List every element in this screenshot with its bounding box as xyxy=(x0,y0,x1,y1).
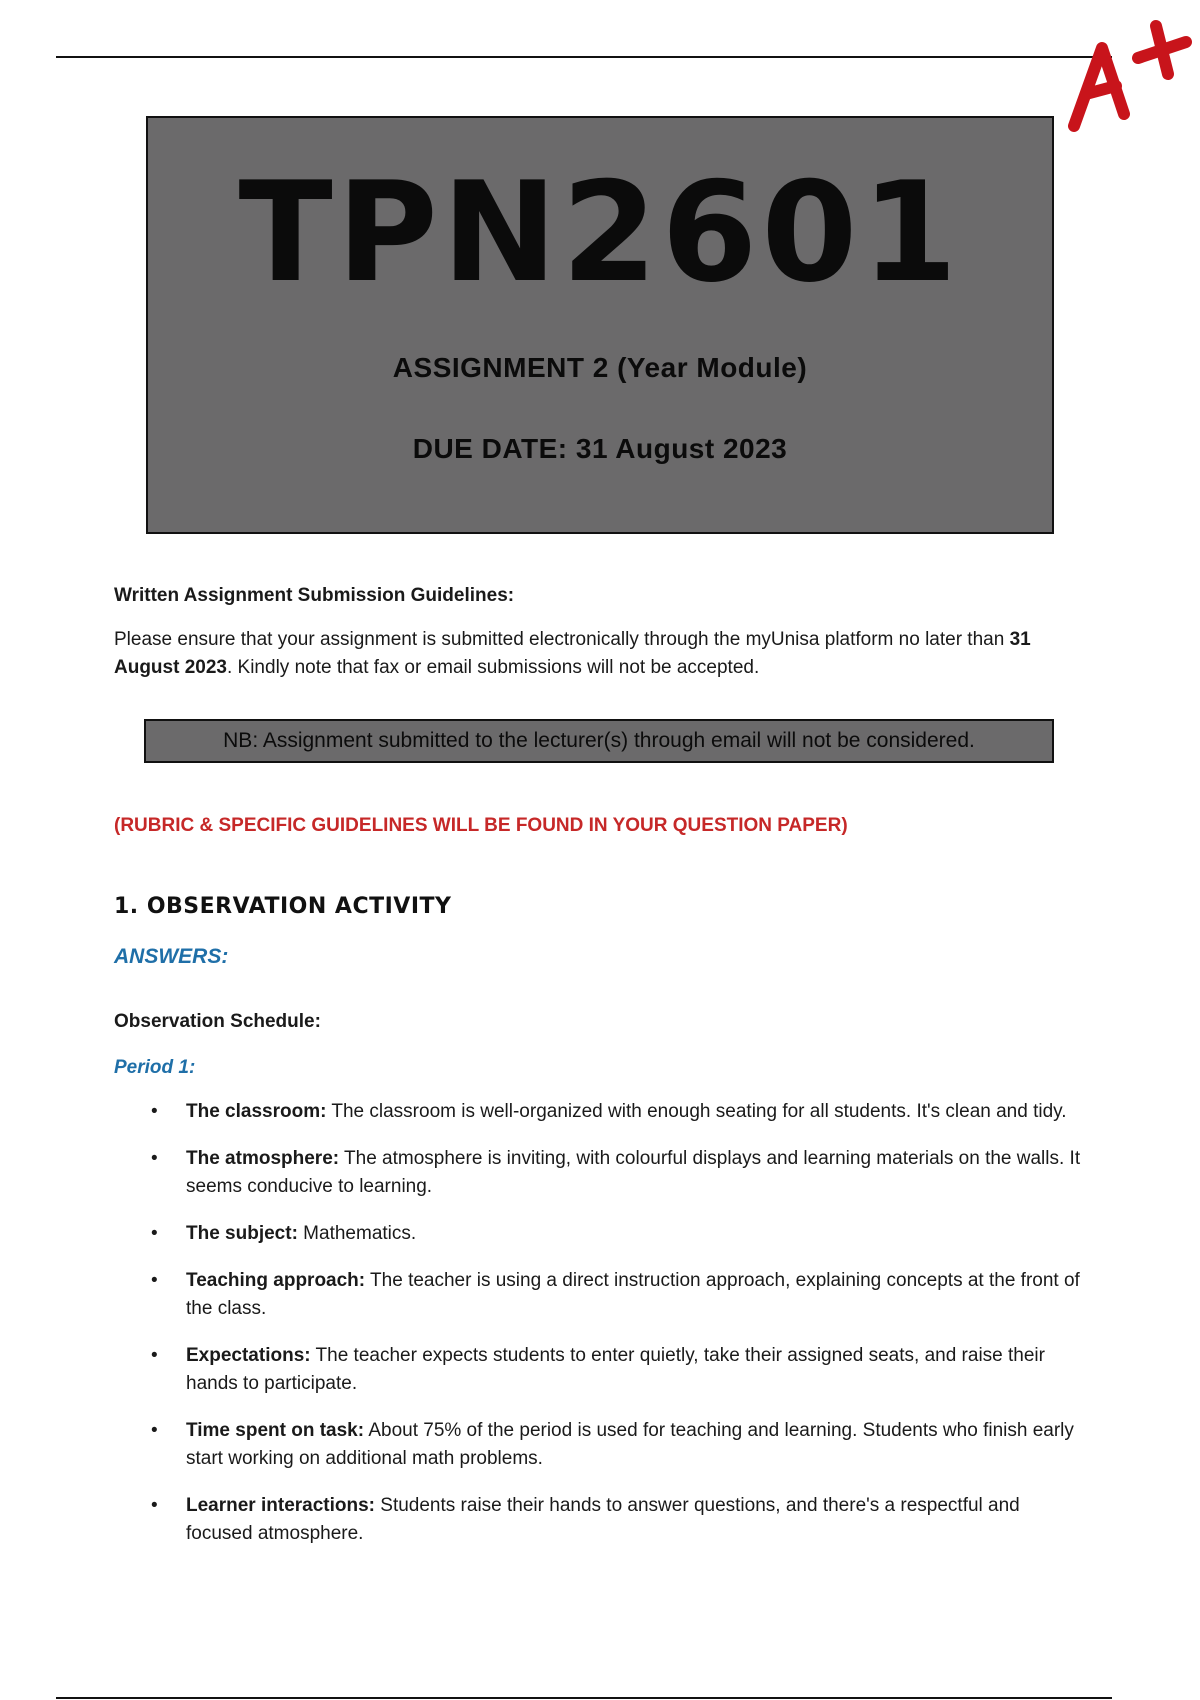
list-item xyxy=(148,1220,1088,1248)
grade-stamp xyxy=(1066,30,1196,140)
item-term: Learner interactions: xyxy=(186,1495,375,1516)
schedule-heading: Observation Schedule: xyxy=(114,1011,321,1032)
item-text: Mathematics. xyxy=(297,1223,417,1244)
cover-title-box xyxy=(146,116,1054,534)
item-term: Time spent on task: xyxy=(186,1420,365,1441)
bullet-icon: • xyxy=(151,1223,158,1244)
assignment-subtitle: ASSIGNMENT 2 (Year Module) xyxy=(392,352,808,383)
item-text: The teacher expects students to enter quietly, take their assigned seats, and raise their hands to participate. xyxy=(186,1345,1045,1394)
item-term: The atmosphere: xyxy=(186,1148,340,1169)
module-code: TPN2601 xyxy=(238,152,962,313)
guidelines-paragraph xyxy=(114,626,1084,682)
period-label: Period 1: xyxy=(114,1057,196,1078)
item-term: Teaching approach: xyxy=(186,1270,366,1291)
list-item xyxy=(148,1417,1088,1473)
list-item xyxy=(148,1098,1088,1126)
item-text: The atmosphere is inviting, with colourful displays and learning materials on the walls. It seems conducive to learning. xyxy=(186,1148,1081,1197)
nb-notice: NB: Assignment submitted to the lecturer(s) through email will not be considered. xyxy=(144,719,1054,763)
list-item xyxy=(148,1267,1088,1323)
answers-label: ANSWERS: xyxy=(114,945,229,968)
guidelines-heading: Written Assignment Submission Guidelines: xyxy=(114,585,515,606)
item-term: The subject: xyxy=(186,1223,298,1244)
observation-list xyxy=(148,1098,1088,1567)
section-heading: 1. OBSERVATION ACTIVITY xyxy=(114,894,452,919)
rubric-note: (RUBRIC & SPECIFIC GUIDELINES WILL BE FOUND IN YOUR QUESTION PAPER) xyxy=(114,815,848,836)
bullet-icon: • xyxy=(151,1495,158,1516)
list-item xyxy=(148,1342,1088,1398)
item-term: Expectations: xyxy=(186,1345,311,1366)
bullet-icon: • xyxy=(151,1101,158,1122)
bullet-icon: • xyxy=(151,1148,158,1169)
grade-stamp-icon xyxy=(1066,30,1196,140)
bullet-icon: • xyxy=(151,1420,158,1441)
guidelines-text-start: Please ensure that your assignment is submitted electronically through the myUnisa platform no later than xyxy=(114,629,1010,650)
item-text: About 75% of the period is used for teaching and learning. Students who finish early start working on additional math problems. xyxy=(186,1420,1074,1469)
guidelines-deadline: 31 August 2023 xyxy=(114,629,1031,678)
bullet-icon: • xyxy=(151,1270,158,1291)
item-text: Students raise their hands to answer questions, and there's a respectful and focused atmosphere. xyxy=(186,1495,1020,1544)
due-date: DUE DATE: 31 August 2023 xyxy=(412,433,788,464)
bullet-icon: • xyxy=(151,1345,158,1366)
list-item xyxy=(148,1492,1088,1548)
top-rule xyxy=(56,56,1112,58)
list-item xyxy=(148,1145,1088,1201)
item-text: The classroom is well-organized with enough seating for all students. It's clean and tidy. xyxy=(326,1101,1067,1122)
item-term: The classroom: xyxy=(186,1101,327,1122)
item-text: The teacher is using a direct instruction approach, explaining concepts at the front of the class. xyxy=(186,1270,1080,1319)
bottom-rule xyxy=(56,1697,1112,1699)
guidelines-text-end: . Kindly note that fax or email submissions will not be accepted. xyxy=(226,657,760,678)
